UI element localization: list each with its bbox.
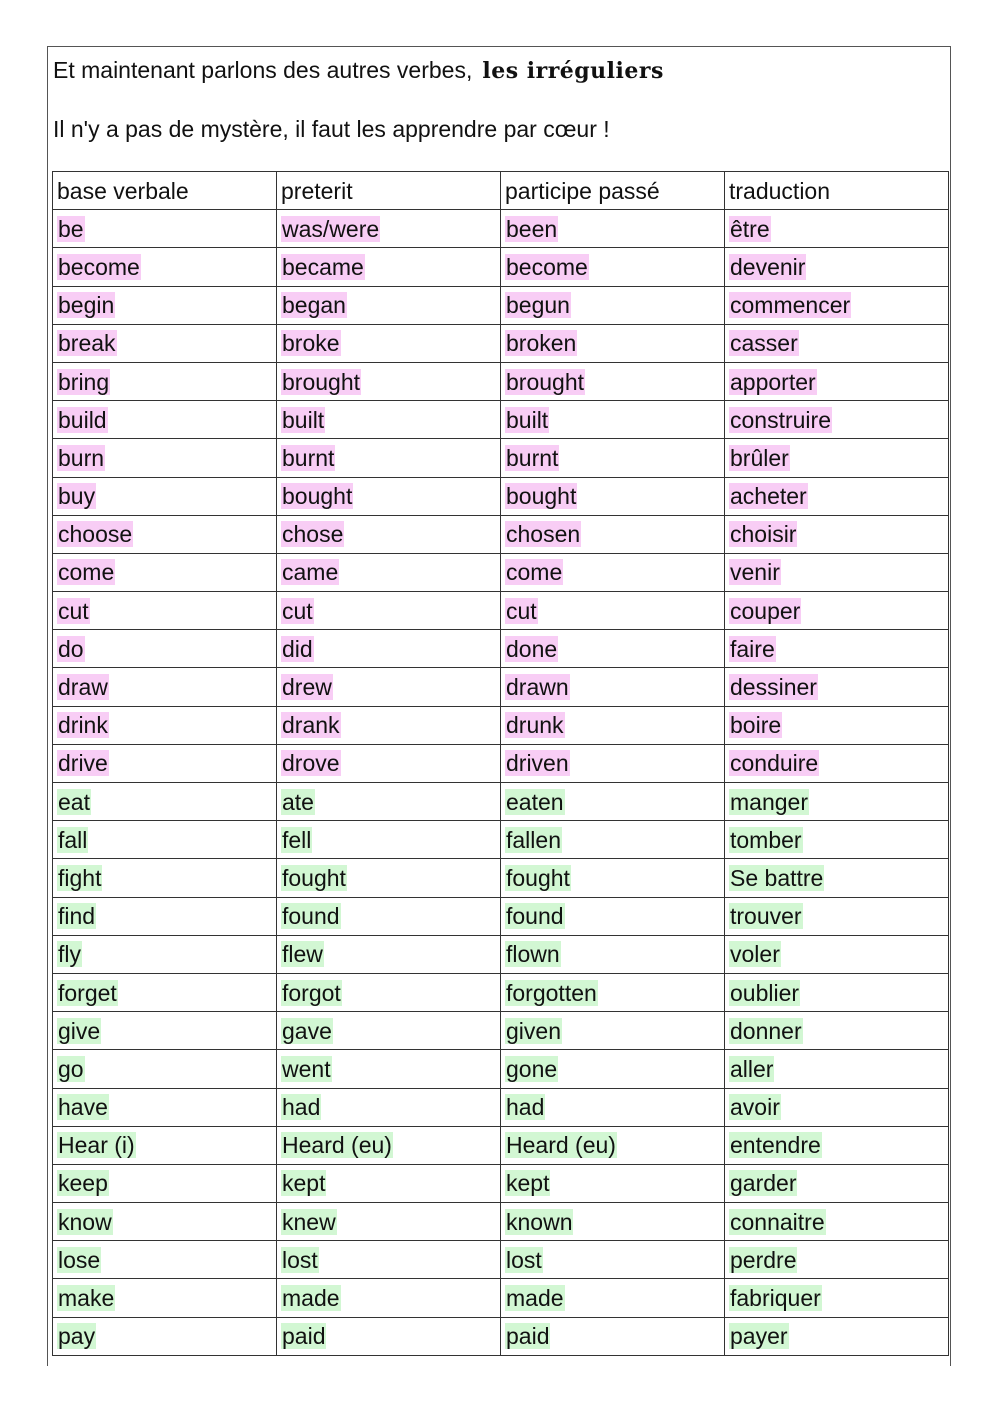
cell-participe-passe — [501, 362, 725, 400]
cell-preterit — [277, 897, 501, 935]
cell-base-verbale — [53, 439, 277, 477]
cell-preterit — [277, 935, 501, 973]
cell-traduction — [725, 515, 949, 553]
verb-form: kept — [506, 1170, 550, 1197]
verb-form: done — [506, 635, 558, 662]
cell-participe-passe — [501, 706, 725, 744]
cell-participe-passe — [501, 1317, 725, 1355]
cell-preterit — [277, 1164, 501, 1202]
verb-form: bought — [506, 483, 577, 510]
verb-form: donner — [730, 1017, 802, 1044]
cell-participe-passe — [501, 248, 725, 286]
table-row — [53, 859, 949, 897]
verb-form: manger — [730, 788, 808, 815]
cell-preterit — [277, 286, 501, 324]
table-header-row — [53, 172, 949, 210]
verb-form: knew — [282, 1208, 336, 1235]
verb-form: dessiner — [730, 674, 817, 701]
verb-form: gave — [282, 1017, 332, 1044]
cell-base-verbale — [53, 1088, 277, 1126]
verb-form: began — [282, 292, 346, 319]
verb-form: drove — [282, 750, 340, 777]
cell-participe-passe — [501, 973, 725, 1011]
verb-form: eat — [58, 788, 90, 815]
cell-participe-passe — [501, 324, 725, 362]
verb-form: cut — [506, 597, 537, 624]
cell-base-verbale — [53, 1317, 277, 1355]
table-row — [53, 286, 949, 324]
cell-participe-passe — [501, 1279, 725, 1317]
cell-traduction — [725, 630, 949, 668]
table-row — [53, 1088, 949, 1126]
verb-form: known — [506, 1208, 573, 1235]
table-row — [53, 1317, 949, 1355]
cell-traduction — [725, 1088, 949, 1126]
verb-form: fell — [282, 826, 312, 853]
cell-traduction — [725, 973, 949, 1011]
cell-base-verbale — [53, 668, 277, 706]
verb-form: go — [58, 1055, 84, 1082]
verb-form: broke — [282, 330, 340, 357]
table-row — [53, 439, 949, 477]
cell-preterit — [277, 1317, 501, 1355]
cell-preterit — [277, 439, 501, 477]
verb-form: drawn — [506, 674, 569, 701]
cell-base-verbale — [53, 935, 277, 973]
cell-participe-passe — [501, 592, 725, 630]
verb-form: do — [58, 635, 84, 662]
cell-preterit — [277, 1279, 501, 1317]
verb-form: had — [506, 1094, 545, 1121]
table-row — [53, 1164, 949, 1202]
cell-base-verbale — [53, 515, 277, 553]
cell-base-verbale — [53, 401, 277, 439]
table-row — [53, 248, 949, 286]
irregular-verbs-table — [52, 171, 949, 1356]
table-body — [53, 210, 949, 1356]
cell-traduction — [725, 210, 949, 248]
cell-base-verbale — [53, 821, 277, 859]
verb-form: been — [506, 215, 558, 242]
cell-base-verbale — [53, 859, 277, 897]
verb-form: eaten — [506, 788, 564, 815]
verb-form: keep — [58, 1170, 108, 1197]
verb-form: draw — [58, 674, 108, 701]
cell-participe-passe — [501, 897, 725, 935]
verb-form: break — [58, 330, 116, 357]
cell-participe-passe — [501, 515, 725, 553]
cell-participe-passe — [501, 286, 725, 324]
verb-form: choisir — [730, 521, 797, 548]
cell-traduction — [725, 897, 949, 935]
table-row — [53, 821, 949, 859]
verb-form: acheter — [730, 483, 807, 510]
verb-form: cut — [282, 597, 313, 624]
cell-traduction — [725, 668, 949, 706]
cell-base-verbale — [53, 706, 277, 744]
verb-form: went — [282, 1055, 331, 1082]
cell-participe-passe — [501, 477, 725, 515]
verb-form: brought — [282, 368, 361, 395]
table-row — [53, 744, 949, 782]
verb-form: built — [282, 406, 325, 433]
verb-form: Se battre — [730, 864, 824, 891]
header-participe-passe: participe passé — [501, 172, 725, 210]
verb-form: forget — [58, 979, 117, 1006]
cell-traduction — [725, 859, 949, 897]
table-row — [53, 1050, 949, 1088]
verb-form: burnt — [506, 444, 559, 471]
verb-form: come — [58, 559, 115, 586]
verb-form: given — [506, 1017, 561, 1044]
verb-form: payer — [730, 1323, 788, 1350]
cell-base-verbale — [53, 477, 277, 515]
verb-form: oublier — [730, 979, 800, 1006]
verb-form: made — [506, 1285, 564, 1312]
table-row — [53, 668, 949, 706]
verb-form: broken — [506, 330, 577, 357]
verb-form: connaitre — [730, 1208, 825, 1235]
verb-form: built — [506, 406, 549, 433]
table-row — [53, 401, 949, 439]
verb-form: drink — [58, 712, 108, 739]
cell-preterit — [277, 821, 501, 859]
cell-preterit — [277, 859, 501, 897]
cell-participe-passe — [501, 630, 725, 668]
verb-form: fabriquer — [730, 1285, 821, 1312]
verb-form: entendre — [730, 1132, 821, 1159]
cell-participe-passe — [501, 744, 725, 782]
cell-base-verbale — [53, 553, 277, 591]
cell-participe-passe — [501, 439, 725, 477]
verb-form: devenir — [730, 253, 806, 280]
cell-traduction — [725, 744, 949, 782]
header-preterit: preterit — [277, 172, 501, 210]
verb-form: flew — [282, 941, 323, 968]
verb-form: conduire — [730, 750, 819, 777]
verb-form: avoir — [730, 1094, 780, 1121]
cell-participe-passe — [501, 859, 725, 897]
verb-form: tomber — [730, 826, 802, 853]
table-row — [53, 515, 949, 553]
cell-participe-passe — [501, 935, 725, 973]
cell-preterit — [277, 553, 501, 591]
cell-participe-passe — [501, 1050, 725, 1088]
verb-form: make — [58, 1285, 115, 1312]
cell-traduction — [725, 1012, 949, 1050]
verb-form: become — [506, 253, 588, 280]
cell-participe-passe — [501, 783, 725, 821]
cell-preterit — [277, 783, 501, 821]
verb-form: lose — [58, 1246, 101, 1273]
verb-form: fought — [506, 864, 570, 891]
verb-form: burn — [58, 444, 105, 471]
cell-traduction — [725, 1279, 949, 1317]
cell-traduction — [725, 553, 949, 591]
verb-form: paid — [506, 1323, 550, 1350]
cell-base-verbale — [53, 744, 277, 782]
cell-preterit — [277, 210, 501, 248]
header-traduction: traduction — [725, 172, 949, 210]
table-row — [53, 362, 949, 400]
table-row — [53, 1241, 949, 1279]
verb-form: couper — [730, 597, 801, 624]
verb-form: lost — [282, 1246, 318, 1273]
cell-traduction — [725, 706, 949, 744]
table-row — [53, 210, 949, 248]
verb-form: construire — [730, 406, 831, 433]
cell-preterit — [277, 1203, 501, 1241]
table-row — [53, 897, 949, 935]
verb-form: give — [58, 1017, 101, 1044]
cell-preterit — [277, 630, 501, 668]
cell-traduction — [725, 286, 949, 324]
verb-form: paid — [282, 1323, 326, 1350]
table-row — [53, 592, 949, 630]
table-row — [53, 1203, 949, 1241]
intro-line-1 — [53, 55, 664, 86]
cell-traduction — [725, 1241, 949, 1279]
cell-participe-passe — [501, 1126, 725, 1164]
verb-form: was/were — [282, 215, 380, 242]
cell-participe-passe — [501, 553, 725, 591]
verb-form: aller — [730, 1055, 774, 1082]
cell-base-verbale — [53, 210, 277, 248]
cell-base-verbale — [53, 248, 277, 286]
verb-form: pay — [58, 1323, 96, 1350]
cell-base-verbale — [53, 362, 277, 400]
cell-traduction — [725, 324, 949, 362]
verb-form: fall — [58, 826, 88, 853]
verb-form: found — [506, 903, 564, 930]
cell-preterit — [277, 973, 501, 1011]
verb-form: bought — [282, 483, 353, 510]
cell-preterit — [277, 1088, 501, 1126]
verb-form: commencer — [730, 292, 851, 319]
verb-form: became — [282, 253, 364, 280]
verb-form: chosen — [506, 521, 581, 548]
cell-base-verbale — [53, 286, 277, 324]
cell-preterit — [277, 401, 501, 439]
verb-form: choose — [58, 521, 133, 548]
cell-base-verbale — [53, 1012, 277, 1050]
verb-form: casser — [730, 330, 798, 357]
verb-form: fallen — [506, 826, 561, 853]
verb-form: garder — [730, 1170, 797, 1197]
verb-form: fight — [58, 864, 102, 891]
cell-traduction — [725, 821, 949, 859]
cell-traduction — [725, 1317, 949, 1355]
table-row — [53, 783, 949, 821]
verb-form: find — [58, 903, 96, 930]
verb-form: lost — [506, 1246, 542, 1273]
verb-form: made — [282, 1285, 340, 1312]
table-row — [53, 973, 949, 1011]
verb-form: apporter — [730, 368, 816, 395]
cell-base-verbale — [53, 630, 277, 668]
table-row — [53, 553, 949, 591]
verb-form: Heard (eu) — [506, 1132, 616, 1159]
intro-emphasis: les irréguliers — [482, 58, 664, 84]
verb-form: did — [282, 635, 313, 662]
cell-base-verbale — [53, 897, 277, 935]
verb-form: know — [58, 1208, 112, 1235]
verb-form: had — [282, 1094, 321, 1121]
table-row — [53, 324, 949, 362]
cell-base-verbale — [53, 1241, 277, 1279]
verb-form: perdre — [730, 1246, 797, 1273]
cell-preterit — [277, 706, 501, 744]
cell-base-verbale — [53, 1164, 277, 1202]
verb-form: build — [58, 406, 107, 433]
verb-form: brought — [506, 368, 585, 395]
verb-form: Heard (eu) — [282, 1132, 392, 1159]
table-row — [53, 630, 949, 668]
cell-preterit — [277, 1241, 501, 1279]
cell-preterit — [277, 1050, 501, 1088]
cell-traduction — [725, 1126, 949, 1164]
verb-form: kept — [282, 1170, 326, 1197]
verb-form: brûler — [730, 444, 789, 471]
cell-participe-passe — [501, 1012, 725, 1050]
cell-preterit — [277, 744, 501, 782]
cell-participe-passe — [501, 1203, 725, 1241]
verb-form: fly — [58, 941, 81, 968]
verb-form: driven — [506, 750, 569, 777]
verb-form: forgot — [282, 979, 341, 1006]
cell-traduction — [725, 477, 949, 515]
verb-form: drew — [282, 674, 332, 701]
cell-participe-passe — [501, 821, 725, 859]
cell-traduction — [725, 362, 949, 400]
cell-traduction — [725, 439, 949, 477]
verb-form: Hear (i) — [58, 1132, 135, 1159]
cell-participe-passe — [501, 1164, 725, 1202]
intro-text: Et maintenant parlons des autres verbes, — [53, 57, 473, 83]
cell-preterit — [277, 1012, 501, 1050]
cell-participe-passe — [501, 401, 725, 439]
cell-base-verbale — [53, 973, 277, 1011]
cell-preterit — [277, 324, 501, 362]
verb-form: chose — [282, 521, 344, 548]
verb-form: ate — [282, 788, 314, 815]
verb-form: begin — [58, 292, 115, 319]
cell-participe-passe — [501, 1241, 725, 1279]
verb-form: trouver — [730, 903, 802, 930]
verb-form: drank — [282, 712, 340, 739]
verb-form: gone — [506, 1055, 558, 1082]
cell-base-verbale — [53, 783, 277, 821]
cell-preterit — [277, 592, 501, 630]
table-row — [53, 477, 949, 515]
verb-form: fought — [282, 864, 346, 891]
cell-traduction — [725, 1164, 949, 1202]
verb-form: begun — [506, 292, 570, 319]
cell-traduction — [725, 248, 949, 286]
cell-base-verbale — [53, 1126, 277, 1164]
cell-traduction — [725, 1050, 949, 1088]
cell-preterit — [277, 668, 501, 706]
verb-form: voler — [730, 941, 780, 968]
cell-base-verbale — [53, 592, 277, 630]
verb-form: flown — [506, 941, 560, 968]
table-row — [53, 1126, 949, 1164]
verb-form: bring — [58, 368, 110, 395]
cell-preterit — [277, 515, 501, 553]
table-row — [53, 1279, 949, 1317]
cell-preterit — [277, 477, 501, 515]
verb-form: forgotten — [506, 979, 597, 1006]
verb-form: be — [58, 215, 84, 242]
verb-form: drunk — [506, 712, 564, 739]
verb-form: burnt — [282, 444, 335, 471]
table-row — [53, 706, 949, 744]
cell-participe-passe — [501, 668, 725, 706]
cell-base-verbale — [53, 1050, 277, 1088]
verb-form: être — [730, 215, 770, 242]
cell-base-verbale — [53, 1203, 277, 1241]
cell-traduction — [725, 1203, 949, 1241]
verb-form: buy — [58, 483, 96, 510]
table-row — [53, 935, 949, 973]
verb-form: found — [282, 903, 340, 930]
cell-traduction — [725, 935, 949, 973]
cell-participe-passe — [501, 210, 725, 248]
verb-form: venir — [730, 559, 780, 586]
verb-form: boire — [730, 712, 782, 739]
header-base-verbale: base verbale — [53, 172, 277, 210]
cell-base-verbale — [53, 1279, 277, 1317]
verb-form: become — [58, 253, 140, 280]
cell-preterit — [277, 248, 501, 286]
cell-traduction — [725, 783, 949, 821]
cell-preterit — [277, 1126, 501, 1164]
table-row — [53, 1012, 949, 1050]
intro-line-2: Il n'y a pas de mystère, il faut les apprendre par cœur ! — [53, 116, 610, 142]
verb-form: faire — [730, 635, 775, 662]
verb-form: came — [282, 559, 339, 586]
verb-form: have — [58, 1094, 108, 1121]
cell-traduction — [725, 401, 949, 439]
cell-base-verbale — [53, 324, 277, 362]
cell-traduction — [725, 592, 949, 630]
verb-form: drive — [58, 750, 108, 777]
cell-participe-passe — [501, 1088, 725, 1126]
verb-form: cut — [58, 597, 89, 624]
verb-form: come — [506, 559, 563, 586]
cell-preterit — [277, 362, 501, 400]
